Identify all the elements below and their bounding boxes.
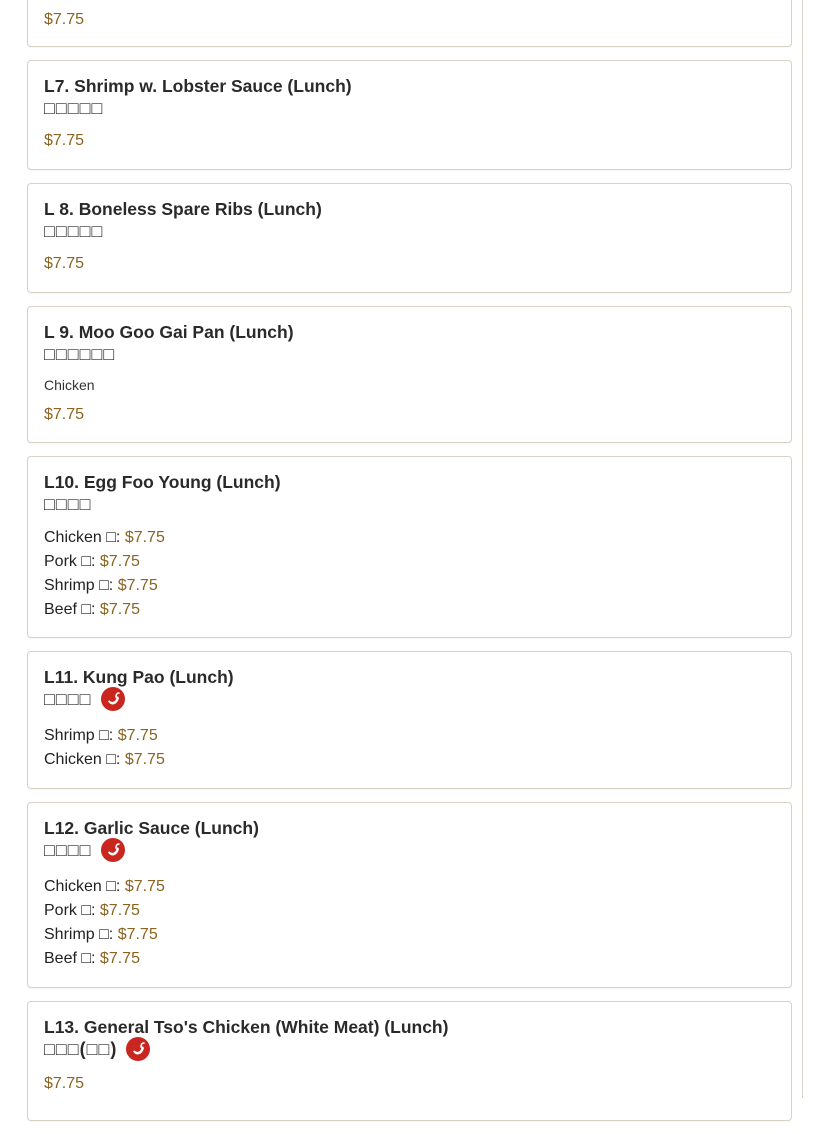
- item-chinese-text: □□□□□□: [44, 344, 116, 364]
- menu-item-list: [27, 0, 792, 1134]
- item-price: $7.75: [44, 132, 85, 149]
- menu-item-card[interactable]: [27, 1001, 792, 1121]
- item-chinese-text: □□□(□□): [44, 1039, 118, 1059]
- price-option[interactable]: [44, 526, 775, 550]
- price-option[interactable]: [44, 875, 775, 899]
- item-chinese-name: [44, 493, 775, 515]
- option-label: Chicken □:: [44, 878, 125, 895]
- item-chinese-text: □□□□□: [44, 98, 104, 118]
- option-label: Chicken □:: [44, 751, 125, 768]
- item-chinese-name: [44, 343, 775, 365]
- item-description: Chicken: [44, 377, 95, 393]
- menu-item-card[interactable]: [27, 456, 792, 638]
- menu-item-card[interactable]: [27, 60, 792, 170]
- item-chinese-name: [44, 839, 775, 861]
- item-chinese-text: □□□□: [44, 689, 92, 709]
- chili-pepper-icon: [101, 838, 125, 862]
- option-price: $7.75: [117, 577, 158, 594]
- option-label: Chicken □:: [44, 529, 125, 546]
- option-price: $7.75: [124, 751, 165, 768]
- option-price: $7.75: [124, 529, 165, 546]
- price-option[interactable]: [44, 598, 775, 622]
- item-price: $7.75: [44, 11, 85, 28]
- item-title: L12. Garlic Sauce (Lunch): [44, 818, 259, 838]
- menu-item-card[interactable]: [27, 0, 792, 47]
- option-label: Beef □:: [44, 950, 100, 967]
- option-label: Pork □:: [44, 553, 100, 570]
- option-label: Beef □:: [44, 601, 100, 618]
- option-price: $7.75: [99, 553, 140, 570]
- price-option[interactable]: [44, 947, 775, 971]
- item-title: L 8. Boneless Spare Ribs (Lunch): [44, 199, 322, 219]
- price-options: [44, 875, 775, 983]
- item-price: $7.75: [44, 406, 85, 423]
- option-label: Pork □:: [44, 902, 100, 919]
- price-option[interactable]: [44, 550, 775, 574]
- option-label: Shrimp □:: [44, 727, 118, 744]
- item-title: L 9. Moo Goo Gai Pan (Lunch): [44, 322, 294, 342]
- price-option[interactable]: [44, 748, 775, 772]
- option-price: $7.75: [99, 950, 140, 967]
- option-price: $7.75: [99, 601, 140, 618]
- item-chinese-name: [44, 688, 775, 710]
- price-options: [44, 724, 775, 784]
- item-price: $7.75: [44, 1075, 85, 1092]
- item-chinese-name: [44, 1038, 775, 1060]
- item-chinese-name: [44, 97, 775, 119]
- item-chinese-text: □□□□: [44, 494, 92, 514]
- item-chinese-text: □□□□: [44, 840, 92, 860]
- item-chinese-name: [44, 220, 775, 242]
- chili-pepper-icon: [126, 1037, 150, 1061]
- menu-item-card[interactable]: [27, 183, 792, 293]
- option-price: $7.75: [117, 727, 158, 744]
- option-label: Shrimp □:: [44, 577, 118, 594]
- menu-item-card[interactable]: [27, 802, 792, 988]
- item-title: L10. Egg Foo Young (Lunch): [44, 472, 281, 492]
- price-options: [44, 526, 775, 634]
- price-option[interactable]: [44, 899, 775, 923]
- item-title: L11. Kung Pao (Lunch): [44, 667, 234, 687]
- item-price: $7.75: [44, 255, 85, 272]
- item-title: L13. General Tso's Chicken (White Meat) (Lunch): [44, 1017, 449, 1037]
- menu-item-card[interactable]: [27, 651, 792, 789]
- option-price: $7.75: [117, 926, 158, 943]
- option-price: $7.75: [124, 878, 165, 895]
- option-price: $7.75: [99, 902, 140, 919]
- item-chinese-text: □□□□□: [44, 221, 104, 241]
- price-option[interactable]: [44, 724, 775, 748]
- option-label: Shrimp □:: [44, 926, 118, 943]
- chili-pepper-icon: [101, 687, 125, 711]
- price-option[interactable]: [44, 574, 775, 598]
- price-option[interactable]: [44, 923, 775, 947]
- menu-item-card[interactable]: [27, 306, 792, 443]
- item-title: L7. Shrimp w. Lobster Sauce (Lunch): [44, 76, 352, 96]
- page-edge-divider: [802, 0, 803, 1098]
